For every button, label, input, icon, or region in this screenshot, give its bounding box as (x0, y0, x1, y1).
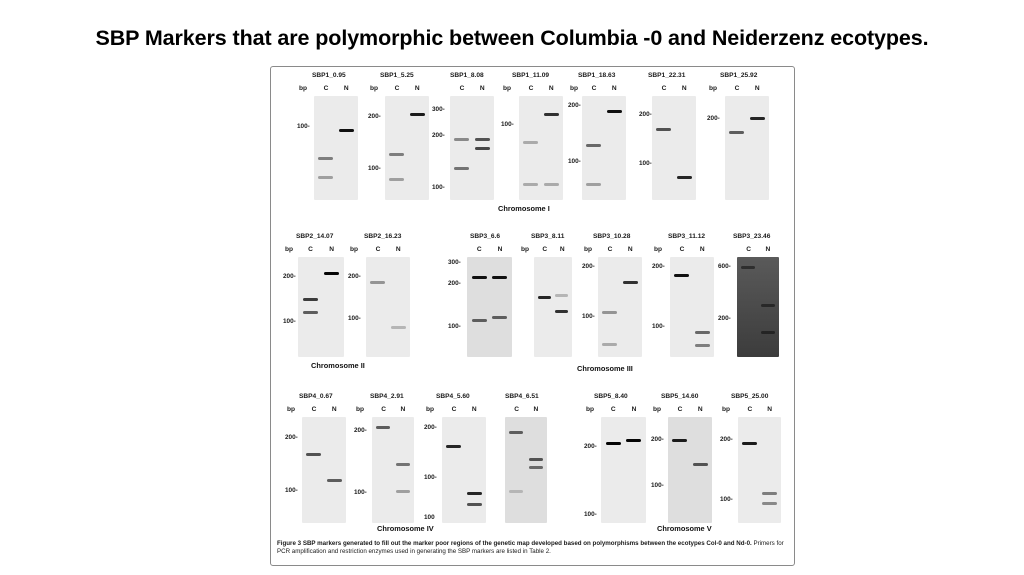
gel-band (454, 167, 469, 170)
size-marker-100bp: 100- (568, 157, 581, 165)
size-marker-100bp: 100- (720, 495, 733, 503)
gel-band (318, 176, 333, 179)
lane-label-col: C (311, 406, 317, 413)
gel-band (389, 153, 404, 156)
marker-name-sbp1-0-95: SBP1_0.95 (312, 72, 346, 79)
caption-normal-text: Primers for PCR amplification and restriction enzymes used in generating the SBP markers are listed in Table 2. (277, 540, 784, 556)
gel-band (306, 453, 321, 456)
gel-band (762, 502, 777, 505)
bp-label: bp (709, 85, 718, 92)
chromosome-2-label: Chromosome II (311, 361, 365, 370)
lane-label-col: C (677, 406, 683, 413)
bp-label: bp (350, 246, 359, 253)
marker-name-sbp3-6-6: SBP3_6.6 (470, 233, 501, 240)
lane-label-nd: N (533, 406, 539, 413)
size-marker-100bp: 100- (582, 313, 595, 320)
gel-image-sbp3-23-46 (737, 257, 779, 357)
gel-band (674, 274, 689, 277)
gel-band (602, 343, 617, 346)
gel-band (606, 442, 621, 445)
lane-label-col: C (528, 85, 534, 92)
bp-label: bp (287, 406, 296, 413)
gel-band (523, 141, 538, 144)
gel-band (607, 110, 622, 113)
gel-image-sbp1-25-92 (725, 96, 769, 200)
gel-band (602, 311, 617, 314)
size-marker-100bp: 100- (348, 315, 361, 322)
lane-label-col: C (679, 246, 685, 253)
size-marker-100bp: 100- (651, 481, 664, 489)
marker-name-sbp3-10-28: SBP3_10.28 (593, 233, 631, 240)
gel-band (472, 319, 487, 322)
lane-label-col: C (747, 406, 753, 413)
gel-band (327, 479, 342, 482)
size-marker-200bp: 200- (448, 280, 461, 287)
size-marker-100bp: 100- (297, 123, 310, 131)
lane-label-nd: N (611, 85, 617, 92)
gel-band (509, 490, 523, 493)
lane-label-col: C (661, 85, 667, 92)
gel-band (677, 176, 692, 179)
lane-label-nd: N (329, 246, 335, 253)
gel-band (750, 117, 765, 120)
gel-band (626, 439, 641, 442)
marker-name-sbp3-8-11: SBP3_8.11 (531, 233, 565, 240)
lane-label-nd: N (343, 85, 349, 92)
gel-image-sbp3-6-6 (467, 257, 512, 357)
gel-band (544, 183, 559, 186)
size-marker-100bp: 100- (448, 323, 461, 330)
marker-name-sbp1-22-31: SBP1_22.31 (648, 72, 686, 79)
size-marker-300bp: 300- (432, 105, 445, 113)
lane-label-nd: N (497, 246, 503, 253)
marker-name-sbp1-25-92: SBP1_25.92 (720, 72, 758, 79)
gel-image-sbp4-5-60 (442, 417, 486, 523)
marker-name-sbp1-5-25: SBP1_5.25 (380, 72, 414, 79)
gel-band (544, 113, 559, 116)
gel-band (742, 442, 757, 445)
gel-band (538, 296, 551, 299)
marker-name-sbp5-8-40: SBP5_8.40 (594, 393, 628, 400)
size-marker-100bp: 100- (424, 474, 437, 482)
gel-band (396, 463, 410, 466)
gel-band (695, 344, 710, 347)
lane-label-col: C (394, 85, 400, 92)
gel-band (391, 326, 406, 329)
bp-label: bp (503, 85, 512, 92)
size-marker-200bp: 200- (707, 114, 720, 122)
gel-image-sbp4-2-91 (372, 417, 414, 523)
size-marker-100bp: 100 (424, 513, 435, 521)
gel-band (376, 426, 390, 429)
size-marker-200bp: 200- (652, 263, 665, 270)
lane-label-col: C (459, 85, 465, 92)
gel-band (523, 183, 538, 186)
size-marker-200bp: 200- (354, 426, 367, 434)
gel-band (656, 128, 671, 131)
gel-image-sbp5-8-40 (601, 417, 646, 523)
bp-label: bp (653, 406, 662, 413)
marker-name-sbp4-5-60: SBP4_5.60 (436, 393, 470, 400)
gel-image-sbp3-8-11 (534, 257, 572, 357)
gel-band (529, 458, 543, 461)
gel-band (370, 281, 385, 284)
gel-band (695, 331, 710, 334)
bp-label: bp (285, 246, 294, 253)
bp-label: bp (722, 406, 731, 413)
caption-figure-label: Figure 3 (277, 540, 302, 547)
gel-band (472, 276, 487, 279)
lane-label-col: C (607, 246, 613, 253)
gel-band (492, 276, 507, 279)
lane-label-nd: N (471, 406, 477, 413)
gel-band (446, 445, 461, 448)
lane-label-col: C (734, 85, 740, 92)
size-marker-200bp: 200- (348, 273, 361, 280)
size-marker-200bp: 200- (368, 112, 381, 120)
size-marker-100bp: 100- (432, 183, 445, 191)
size-marker-200bp: 200- (285, 434, 298, 442)
chromosome-4-label: Chromosome IV (377, 524, 434, 533)
gel-band (324, 272, 340, 275)
lane-label-col: C (746, 246, 751, 253)
size-marker-200bp: 200- (639, 110, 652, 118)
marker-name-sbp1-11-09: SBP1_11.09 (512, 72, 550, 79)
gel-image-sbp1-22-31 (652, 96, 696, 200)
marker-name-sbp3-23-46: SBP3_23.46 (733, 233, 771, 240)
gel-band (529, 466, 543, 469)
lane-label-nd: N (395, 246, 401, 253)
caption-bold-text: SBP markers generated to fill out the marker poor regions of the genetic map developed based on polymorphisms between the ecotypes Col-0 and Nd-0. (302, 540, 752, 547)
size-marker-200bp: 200- (720, 436, 733, 444)
lane-label-nd: N (767, 406, 772, 413)
gel-band (410, 113, 425, 116)
size-marker-200bp: 200- (718, 315, 731, 322)
lane-label-col: C (308, 246, 313, 253)
bp-label: bp (299, 85, 308, 92)
gel-band (693, 463, 708, 466)
gel-image-sbp2-16-23 (366, 257, 410, 357)
gel-image-sbp4-0-67 (302, 417, 346, 523)
lane-label-nd: N (331, 406, 337, 413)
gel-band (762, 492, 777, 495)
lane-label-nd: N (681, 85, 687, 92)
gel-band (318, 157, 333, 160)
chromosome-1-label: Chromosome I (498, 204, 550, 213)
gel-band (672, 439, 687, 442)
bp-label: bp (370, 85, 379, 92)
size-marker-200bp: 200- (582, 263, 595, 270)
size-marker-200bp: 200- (424, 423, 437, 431)
gel-band (475, 147, 490, 150)
marker-name-sbp5-14-60: SBP5_14.60 (661, 393, 699, 400)
bp-label: bp (356, 406, 365, 413)
size-marker-600bp: 600- (718, 263, 731, 270)
size-marker-200bp: 200- (584, 442, 597, 450)
size-marker-200bp: 200- (432, 131, 445, 139)
size-marker-200bp: 200- (651, 436, 664, 444)
size-marker-100bp: 100- (639, 159, 652, 167)
gel-band (339, 129, 354, 132)
gel-band (623, 281, 638, 284)
lane-label-nd: N (548, 85, 554, 92)
lane-label-nd: N (697, 406, 703, 413)
size-marker-100bp: 100- (501, 121, 514, 129)
marker-name-sbp4-6-51: SBP4_6.51 (505, 393, 539, 400)
marker-name-sbp5-25-00: SBP5_25.00 (731, 393, 769, 400)
gel-image-sbp5-25-00 (738, 417, 781, 523)
gel-band (555, 310, 568, 313)
lane-label-nd: N (400, 406, 406, 413)
gel-band (761, 304, 775, 307)
bp-label: bp (570, 85, 579, 92)
gel-band (396, 490, 410, 493)
lane-label-col: C (610, 406, 616, 413)
gel-band (467, 492, 482, 495)
gel-band (761, 331, 775, 334)
marker-name-sbp1-18-63: SBP1_18.63 (578, 72, 616, 79)
gel-band (303, 311, 319, 314)
size-marker-300bp: 300- (448, 259, 461, 266)
gel-band (509, 431, 523, 434)
size-marker-100bp: 100- (354, 489, 367, 497)
size-marker-100bp: 100- (368, 164, 381, 172)
lane-label-col: C (542, 246, 548, 253)
lane-label-col: C (451, 406, 457, 413)
gel-image-sbp1-0-95 (314, 96, 358, 200)
lane-label-col: C (375, 246, 381, 253)
lane-label-nd: N (479, 85, 485, 92)
gel-band (303, 298, 319, 301)
lane-label-col: C (514, 406, 519, 413)
size-marker-100bp: 100- (584, 510, 597, 518)
bp-label: bp (654, 246, 663, 253)
lane-label-nd: N (699, 246, 705, 253)
marker-name-sbp4-2-91: SBP4_2.91 (370, 393, 404, 400)
gel-band (729, 131, 744, 134)
lane-label-nd: N (559, 246, 565, 253)
gel-band (389, 178, 404, 181)
gel-band (741, 266, 755, 269)
size-marker-200bp: 200- (568, 102, 581, 110)
marker-name-sbp2-14-07: SBP2_14.07 (296, 233, 334, 240)
gel-image-sbp1-5-25 (385, 96, 429, 200)
bp-label: bp (584, 246, 593, 253)
lane-label-nd: N (631, 406, 637, 413)
bp-label: bp (426, 406, 435, 413)
lane-label-nd: N (765, 246, 771, 253)
size-marker-100bp: 100- (652, 323, 665, 330)
gel-band (492, 316, 507, 319)
gel-band (454, 138, 469, 141)
marker-name-sbp3-11-12: SBP3_11.12 (668, 233, 706, 240)
size-marker-200bp: 200- (283, 273, 296, 280)
lane-label-nd: N (414, 85, 420, 92)
marker-name-sbp2-16-23: SBP2_16.23 (364, 233, 402, 240)
lane-label-nd: N (627, 246, 633, 253)
lane-label-nd: N (754, 85, 760, 92)
lane-label-col: C (323, 85, 329, 92)
lane-label-col: C (476, 246, 482, 253)
bp-label: bp (586, 406, 595, 413)
marker-name-sbp4-0-67: SBP4_0.67 (299, 393, 333, 400)
gel-image-sbp5-14-60 (668, 417, 712, 523)
bp-label: bp (521, 246, 530, 253)
gel-band (475, 138, 490, 141)
marker-name-sbp1-8-08: SBP1_8.08 (450, 72, 484, 79)
gel-band (586, 183, 601, 186)
gel-image-sbp3-11-12 (670, 257, 714, 357)
size-marker-100bp: 100- (283, 318, 296, 325)
gel-band (555, 294, 568, 297)
size-marker-100bp: 100- (285, 487, 298, 495)
gel-band (586, 144, 601, 147)
slide-title: SBP Markers that are polymorphic between Columbia -0 and Neiderzenz ecotypes. (95, 26, 929, 50)
lane-label-col: C (381, 406, 386, 413)
lane-label-col: C (591, 85, 597, 92)
figure-caption (277, 540, 789, 556)
chromosome-3-label: Chromosome III (577, 364, 633, 373)
chromosome-5-label: Chromosome V (657, 524, 712, 533)
